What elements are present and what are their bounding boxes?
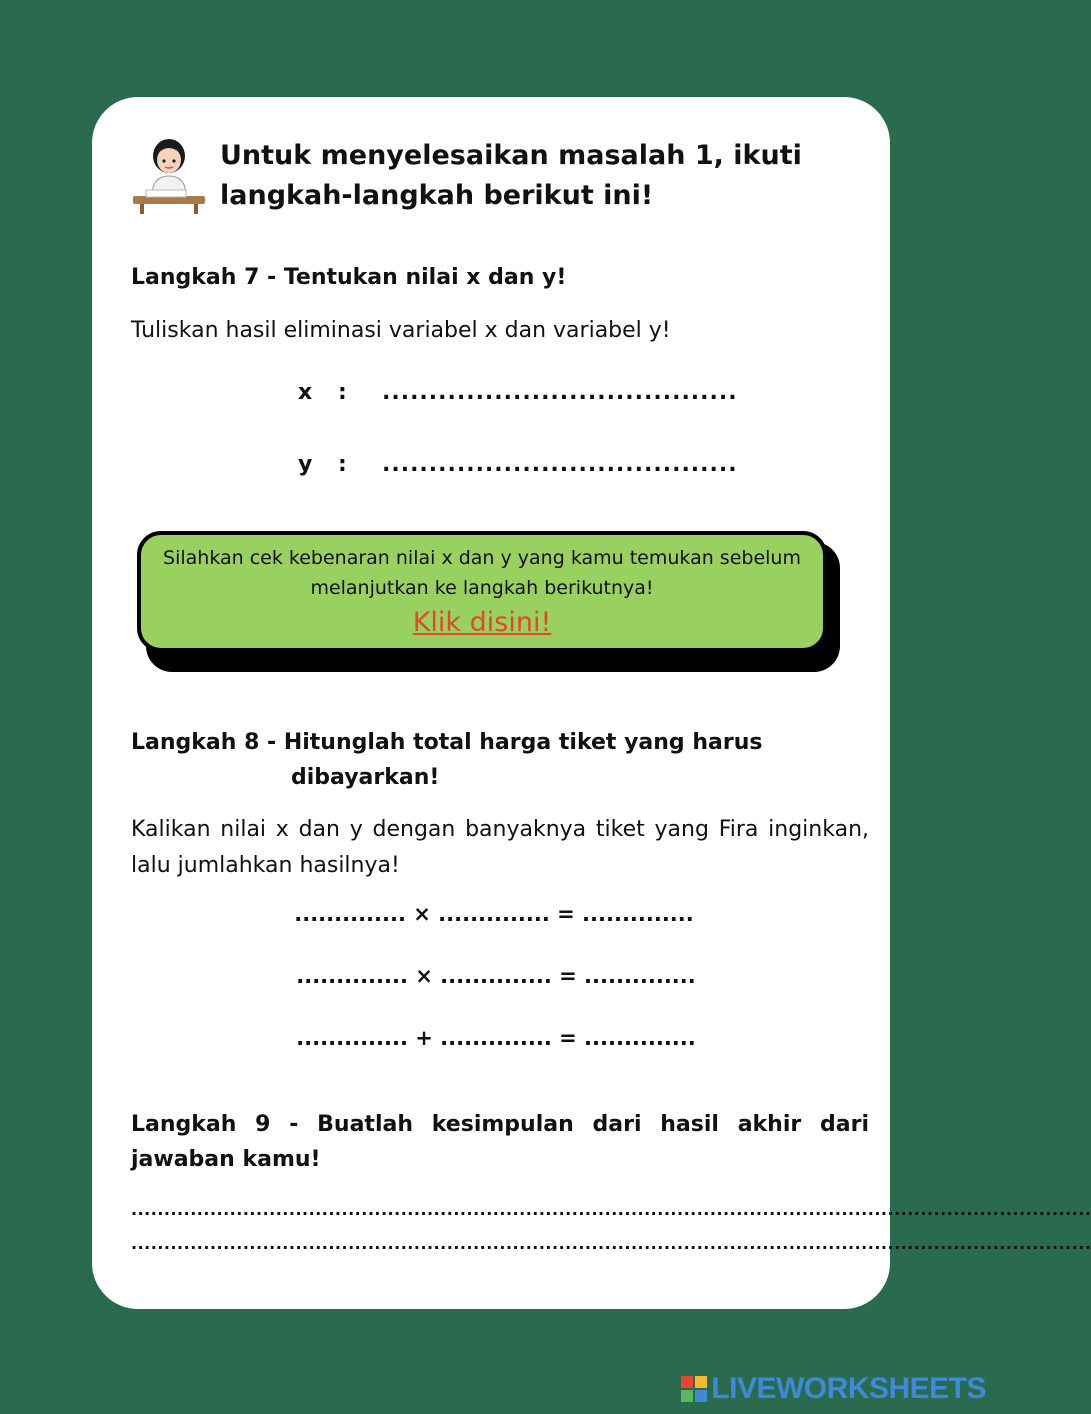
step-7-heading: Langkah 7 - Tentukan nilai x dan y! xyxy=(131,265,567,290)
check-answer-callout xyxy=(137,531,827,652)
liveworksheets-brand xyxy=(681,1372,986,1406)
step-8-heading xyxy=(131,725,871,795)
student-writing-icon xyxy=(130,134,208,216)
conclusion-line-2[interactable]: .................................................................................................................................................. xyxy=(131,1234,1091,1253)
x-answer-row xyxy=(298,380,738,405)
brand-name: LIVEWORKSHEETS xyxy=(711,1372,986,1405)
y-answer-field[interactable]: ...................................... xyxy=(382,452,738,477)
x-answer-field[interactable]: ...................................... xyxy=(382,380,738,405)
liveworksheets-logo-icon xyxy=(681,1376,707,1402)
callout-message: Silahkan cek kebenaran nilai x dan y yang kamu temukan sebelum melanjutkan ke langkah berikutnya! xyxy=(163,547,801,599)
step-7-instruction: Tuliskan hasil eliminasi variabel x dan variabel y! xyxy=(131,318,671,343)
y-colon: : xyxy=(338,452,347,477)
y-answer-row xyxy=(298,452,738,477)
check-answer-link[interactable]: Klik disini! xyxy=(412,607,552,638)
x-colon: : xyxy=(338,380,347,405)
equation-row-1[interactable]: .............. × .............. = .............. xyxy=(294,902,694,926)
step-8-instruction: Kalikan nilai x dan y dengan banyaknya tiket yang Fira inginkan, lalu jumlahkan hasilnya! xyxy=(131,817,869,878)
equation-row-2[interactable]: .............. × .............. = .............. xyxy=(296,964,696,988)
step-9-heading: Langkah 9 - Buatlah kesimpulan dari hasil akhir dari jawaban kamu! xyxy=(131,1112,869,1172)
conclusion-line-1[interactable]: .................................................................................................................................................. xyxy=(131,1200,1091,1219)
equation-row-3[interactable]: .............. + .............. = .............. xyxy=(296,1026,696,1050)
step-8-heading-line1: Langkah 8 - Hitunglah total harga tiket yang harus xyxy=(131,730,763,755)
page-title: Untuk menyelesaikan masalah 1, ikuti langkah-langkah berikut ini! xyxy=(220,140,802,211)
step-8-heading-line2: dibayarkan! xyxy=(291,765,440,790)
x-label: x xyxy=(298,380,313,405)
y-label: y xyxy=(298,452,313,477)
